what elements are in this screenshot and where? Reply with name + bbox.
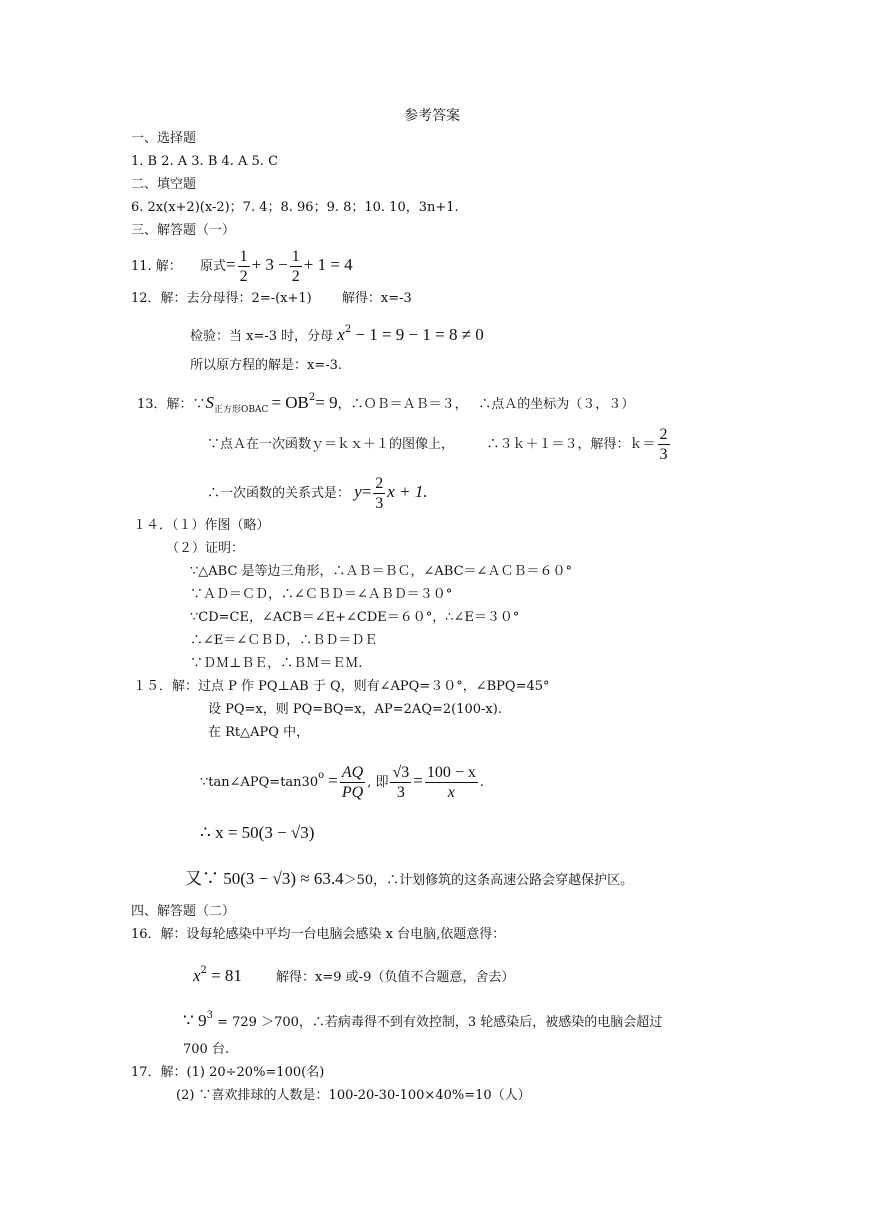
q15-frac1-num: AQ xyxy=(341,764,364,781)
q14-line-5: ∵CD=CE，∠ACB＝∠E+∠CDE＝６０°，∴∠E＝３０° xyxy=(190,610,520,625)
q15-line-6-text: ＞50，∴计划修筑的这条高速公路会穿越保护区。 xyxy=(343,873,634,888)
q13-label: 13．解：∵ xyxy=(137,397,206,412)
q15-frac3-num: 100 − x xyxy=(426,764,476,781)
q15-frac2-den: 3 xyxy=(396,784,405,801)
q16-eq: = 81 xyxy=(211,966,242,985)
page-title: 参考答案 xyxy=(404,108,460,124)
q15-line-4 xyxy=(200,754,484,805)
q13-tail: x + 1. xyxy=(387,482,428,501)
q12-line-1: 12．解：去分母得：2=-(x+1) 解得：x=-3 xyxy=(131,291,412,306)
q12-check-text: 检验：当 x=-3 时，分母 xyxy=(190,329,334,344)
q15-eq: = xyxy=(328,771,338,790)
q14-line-7: ∵ＤＭ⊥ＢＥ，∴ＢＭ＝ＥＭ. xyxy=(190,656,363,671)
q11-frac1-den: 2 xyxy=(239,268,248,285)
q15-deg: o xyxy=(318,770,325,781)
q13-eq: = xyxy=(361,482,372,501)
section-4-heading: 四、解答题（二） xyxy=(131,904,236,919)
q11-solution xyxy=(131,246,353,286)
q15-line-5: ∴ x = 50(3 − √3) xyxy=(200,823,315,842)
q13-k-num: 2 xyxy=(659,426,668,443)
q14-line-2: （２）证明： xyxy=(166,541,245,556)
q13-line-2 xyxy=(207,425,672,465)
q12-check-math: − 1 = 9 − 1 = 8 ≠ 0 xyxy=(355,325,484,344)
q12-check-x: x xyxy=(337,325,345,344)
q16-x: x xyxy=(193,966,201,985)
q11-frac2-den: 2 xyxy=(291,268,300,285)
q16-line-3-text: = 729 ＞700，∴若病毒得不到有效控制，3 轮感染后，被感染的电脑会超过 xyxy=(217,1015,663,1030)
section-2-heading: 二、填空题 xyxy=(131,177,197,192)
q11-fraction-2 xyxy=(290,247,302,286)
section-1-heading: 一、选择题 xyxy=(131,131,197,146)
q15-line-6 xyxy=(185,870,633,890)
q15-frac3-den: x xyxy=(447,784,455,801)
q15-frac-aq-pq xyxy=(340,763,365,802)
q15-line-2: 设 PQ=x，则 PQ=BQ=x，AP=2AQ=2(100-x). xyxy=(208,702,502,717)
q16-line-3-exp: 3 xyxy=(206,1010,213,1021)
q15-frac2-num: √3 xyxy=(392,764,410,781)
q15-tan: ∵tan∠APQ=tan30 xyxy=(200,775,319,790)
q11-frac2-num: 1 xyxy=(291,248,300,265)
q13-k-fraction xyxy=(658,425,670,464)
section-3-heading: 三、解答题（一） xyxy=(131,223,236,238)
q17-line-1: 17．解：(1) 20÷20%=100(名) xyxy=(131,1065,325,1080)
q13-line-3-text: ∴一次函数的关系式是： xyxy=(207,486,351,501)
q14-line-6: ∴∠E＝∠ＣＢＤ，∴ＢＤ＝ＤＥ xyxy=(190,633,378,648)
q13-eq1-tail: = 9 xyxy=(315,393,338,412)
q13-eq1-exp: 2 xyxy=(308,392,316,403)
q12-check xyxy=(190,321,484,346)
q14-line-4: ∵ＡＤ＝ＣＤ，∴∠ＣＢＤ＝∠ＡＢＤ＝３０° xyxy=(190,587,453,602)
q11-eq: = xyxy=(225,255,236,274)
q11-frac1-num: 1 xyxy=(239,248,248,265)
q15-frac1-den: PQ xyxy=(341,784,364,801)
q14-line-3: ∵△ABC 是等边三角形，∴ＡＢ＝ＢＣ，∠ABC＝∠ＡＣＢ＝６０° xyxy=(190,564,572,579)
q15-ji: , 即 xyxy=(367,775,389,790)
q13-f-den: 3 xyxy=(375,495,384,512)
q11-label: 11. 解： xyxy=(131,259,182,274)
q11-fraction-1 xyxy=(238,247,250,286)
q17-line-2: (2) ∵喜欢排球的人数是：100-20-30-100×40%=10（人） xyxy=(176,1088,531,1103)
q15-line-3: 在 Rt△APQ 中， xyxy=(208,725,310,740)
q16-line-2 xyxy=(193,962,514,987)
q13-f-num: 2 xyxy=(375,475,384,492)
q13-k-den: 3 xyxy=(659,446,668,463)
q13-eq1: = OB xyxy=(271,393,309,412)
q16-line-3-base: ∵ 9 xyxy=(183,1011,207,1030)
q14-line-1: １４．（１）作图（略） xyxy=(133,518,270,533)
fill-answers: 6. 2x(x+2)(x-2)；7. 4；8. 96；9. 8；10. 10，3n+1. xyxy=(131,200,459,215)
q13-s: S xyxy=(205,393,215,412)
q12-check-exp: 2 xyxy=(344,324,352,335)
q15-line-6-math: 又∵ 50(3 − √3) ≈ 63.4 xyxy=(185,869,344,888)
q13-line-3 xyxy=(207,472,428,514)
q16-line-3 xyxy=(183,1007,662,1032)
q13-y: y xyxy=(354,482,362,501)
q13-line-1 xyxy=(137,389,634,419)
q11-lhs: 原式 xyxy=(199,259,226,274)
q15-line-1: １５．解：过点 P 作 PQ⊥AB 于 Q，则有∠APQ=３０°，∠BPQ=45° xyxy=(133,679,550,694)
q15-frac-100 xyxy=(425,763,478,802)
q16-line-4: 700 台. xyxy=(183,1042,230,1057)
q11-mid: + 3 − xyxy=(251,255,288,274)
q13-line-2-text: ∵点Ａ在一次函数ｙ＝ｋｘ＋１的图像上， ∴３ｋ＋１＝３，解得：ｋ＝ xyxy=(207,437,656,452)
choice-answers: 1. B 2. A 3. B 4. A 5. C xyxy=(131,154,279,169)
q12-conclusion: 所以原方程的解是：x=-3. xyxy=(190,358,343,373)
q15-eq2: = xyxy=(413,771,423,790)
q13-f-fraction xyxy=(373,474,385,513)
q15-frac-sqrt3 xyxy=(390,763,411,802)
q11-tail: + 1 = 4 xyxy=(303,255,353,274)
q13-s-sub: 正方形OBAC xyxy=(214,405,269,415)
q16-sol: 解得：x=9 或-9（负值不合题意，舍去） xyxy=(276,970,515,985)
q15-dot: . xyxy=(479,775,484,790)
q13-text-1: ，∴ＯＢ＝ＡＢ＝３， ∴点Ａ的坐标为（３，３） xyxy=(337,397,635,412)
q16-exp: 2 xyxy=(200,965,207,976)
q16-line-1: 16．解：设每轮感染中平均一台电脑会感染 x 台电脑,依题意得： xyxy=(131,927,506,942)
